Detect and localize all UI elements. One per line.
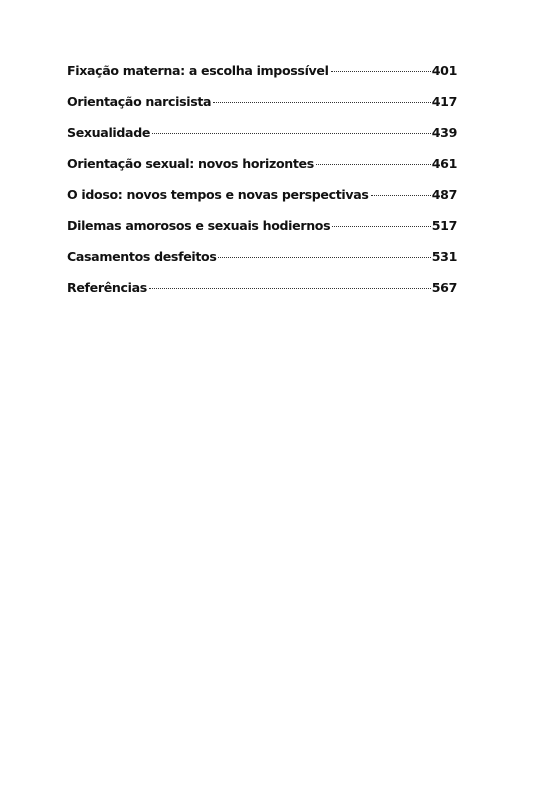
toc-entry[interactable] [67,218,457,249]
toc-entry-page-number: 461 [431,156,457,171]
dot-leader [218,257,430,258]
toc-entry-title: Casamentos desfeitos [67,249,217,264]
toc-entry-page-number: 417 [431,94,457,109]
toc-entry-title: Orientação narcisista [67,94,212,109]
toc-entry[interactable] [67,187,457,218]
toc-entry[interactable] [67,94,457,125]
dot-leader [213,102,431,103]
dot-leader [332,226,430,227]
toc-entry[interactable] [67,249,457,280]
toc-entry[interactable] [67,125,457,156]
toc-entry[interactable] [67,156,457,187]
dot-leader [331,71,431,72]
toc-entry-title: Dilemas amorosos e sexuais hodiernos [67,218,331,233]
dot-leader [316,164,431,165]
toc-entry-title: Fixação materna: a escolha impossível [67,63,329,78]
toc-entry-page-number: 531 [431,249,457,264]
dot-leader [149,288,431,289]
toc-entry-title: Sexualidade [67,125,151,140]
table-of-contents [67,63,457,311]
toc-entry-page-number: 567 [431,280,457,295]
dot-leader [152,133,431,134]
toc-entry-page-number: 439 [431,125,457,140]
toc-entry-page-number: 487 [431,187,457,202]
toc-entry-page-number: 517 [431,218,457,233]
toc-entry-page-number: 401 [431,63,457,78]
toc-entry-title: Orientação sexual: novos horizontes [67,156,314,171]
dot-leader [371,195,431,196]
toc-entry-title: Referências [67,280,147,295]
toc-entry[interactable] [67,280,457,311]
toc-entry-title: O idoso: novos tempos e novas perspectivas [67,187,369,202]
toc-entry[interactable] [67,63,457,94]
